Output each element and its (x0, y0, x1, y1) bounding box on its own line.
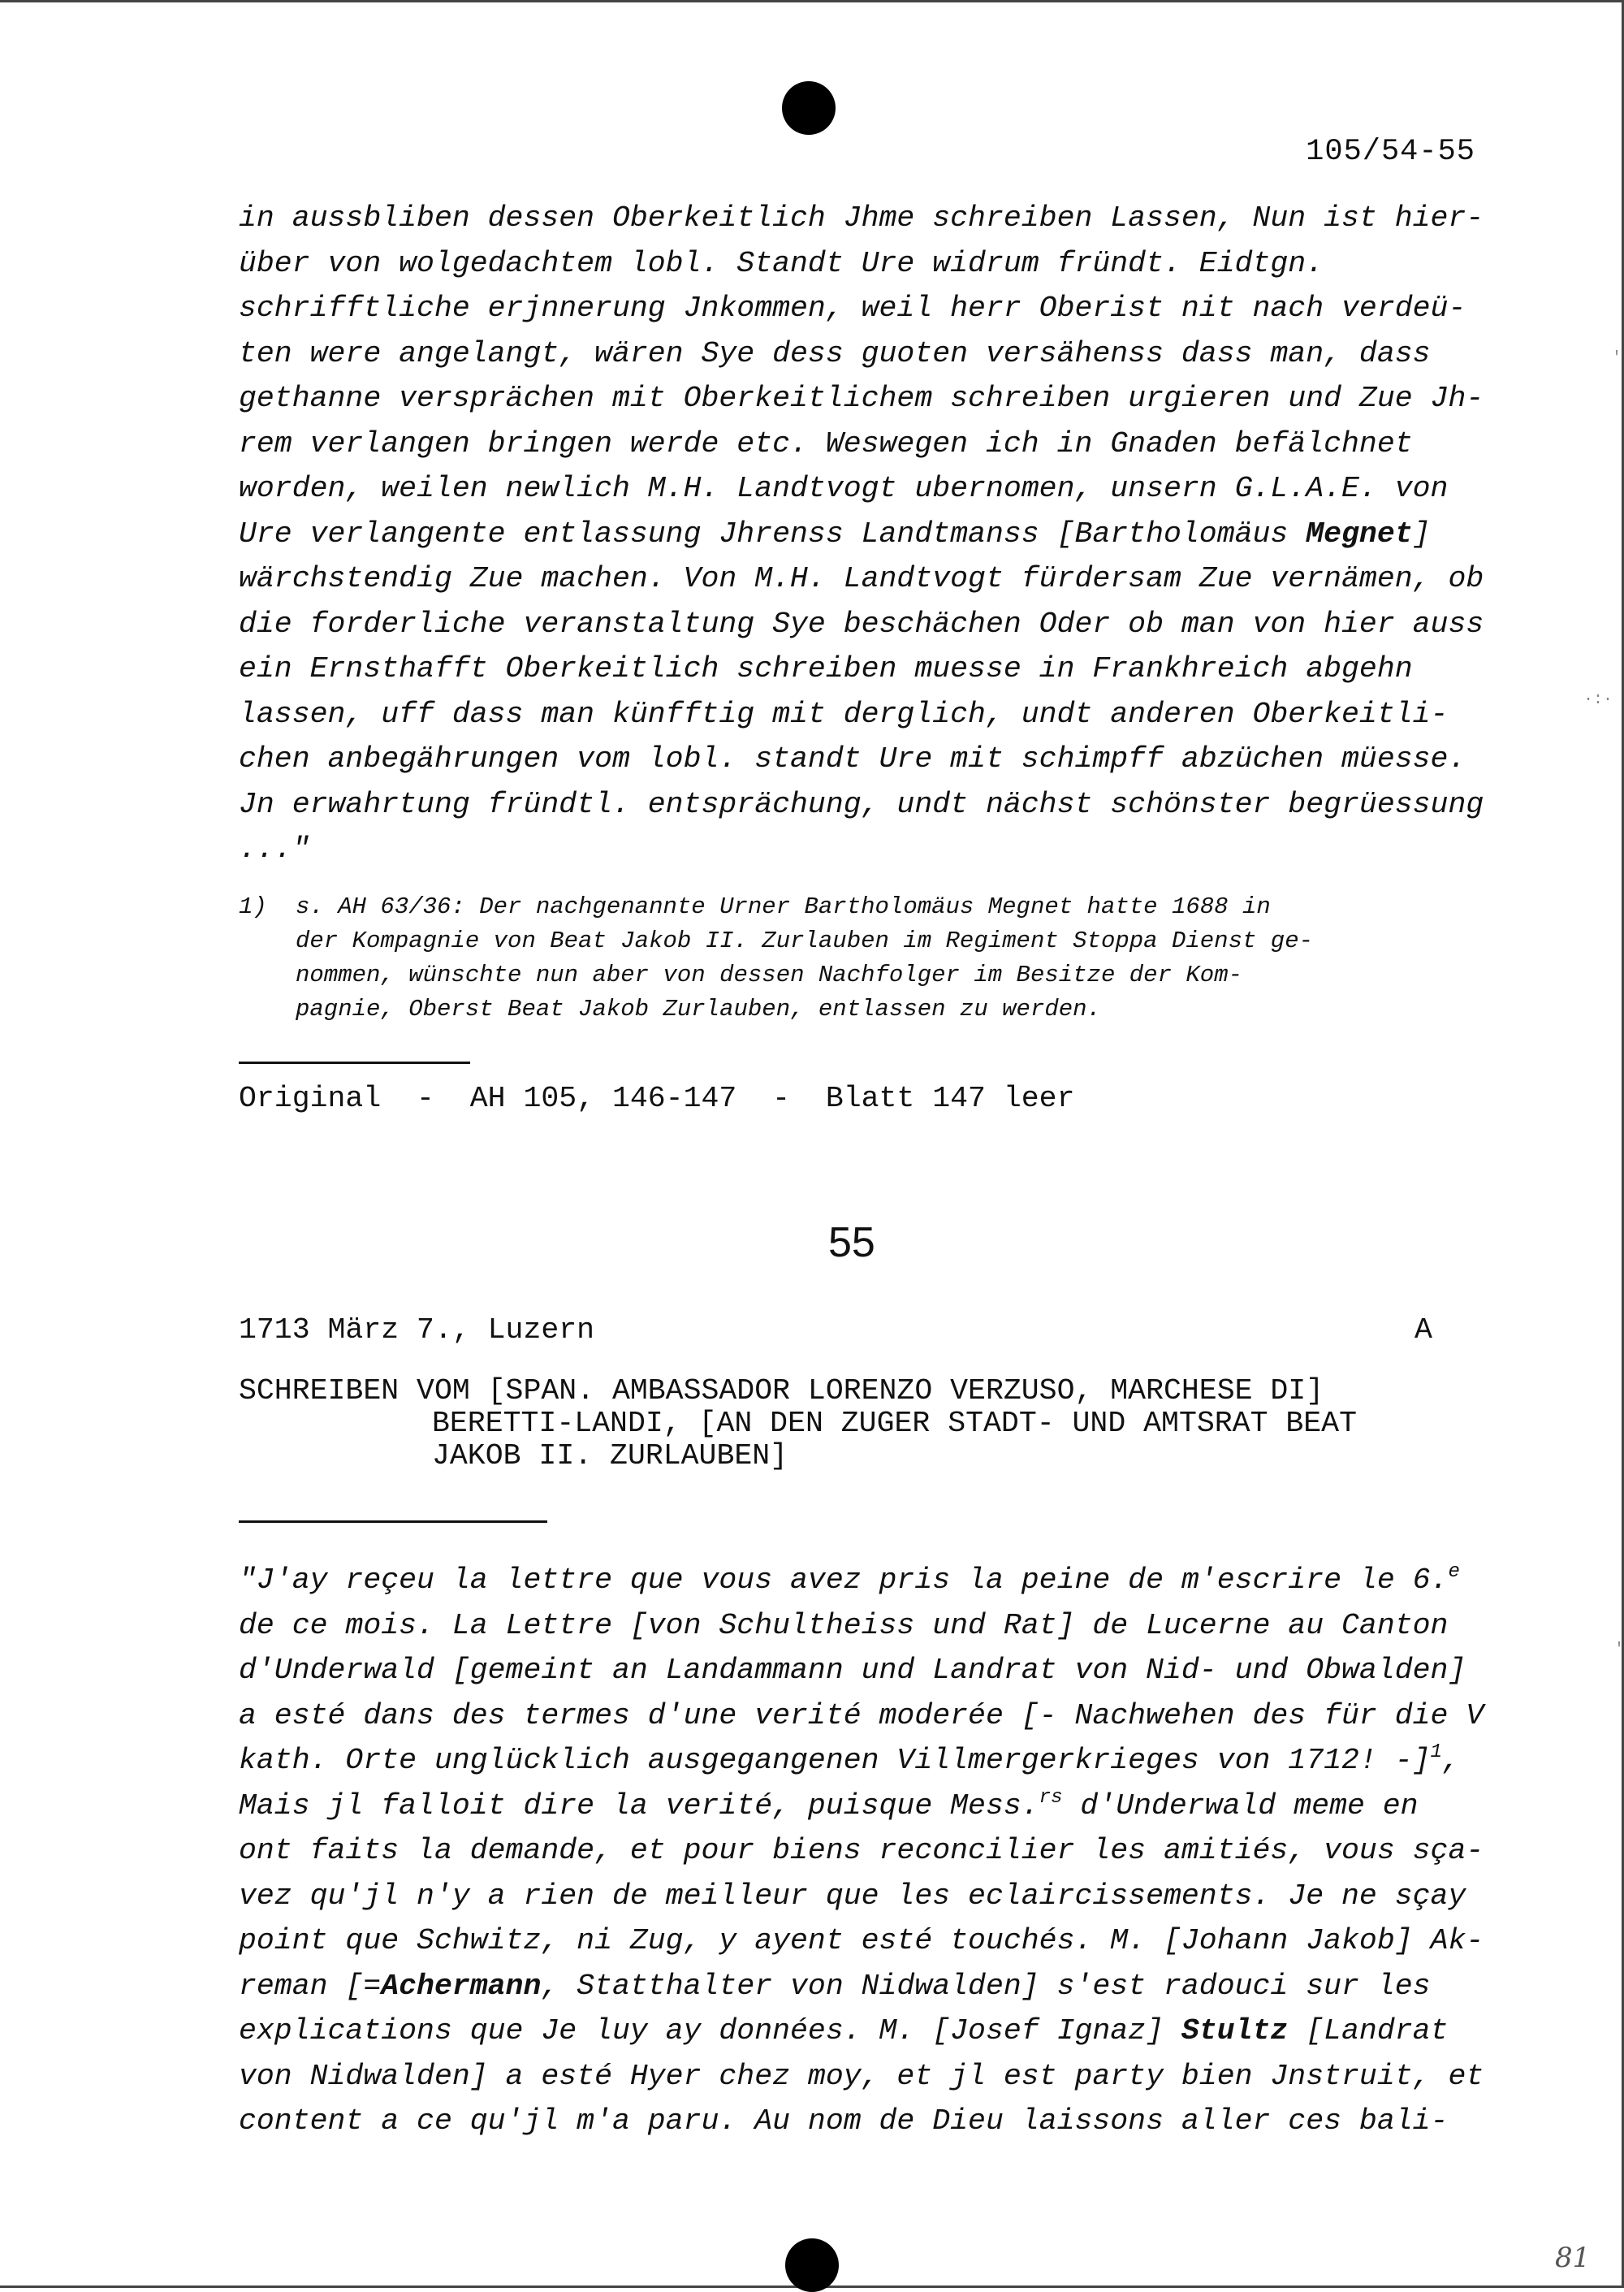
letter-body-continued (239, 196, 1484, 872)
text-line: chen anbegährungen vom lobl. standt Ure mit schimpff abzüchen müesse. (239, 742, 1466, 776)
superscript: e (1448, 1561, 1460, 1583)
text-line: rem verlangen bringen werde etc. Weswegen ich in Gnaden befälchnet (239, 426, 1413, 461)
text-segment: ] (1412, 517, 1431, 551)
text-segment: explications que Je luy ay données. M. [Josef Ignaz] (239, 2014, 1181, 2048)
margin-speck: ·:· (1583, 690, 1613, 709)
title-line: JAKOB II. ZURLAUBEN] (432, 1439, 788, 1473)
text-segment: Mais jl falloit dire la verité, puisque Mess. (239, 1788, 1039, 1823)
text-line (239, 1558, 1481, 1603)
bold-name: Stultz (1181, 2014, 1289, 2048)
text-line: lassen, uff dass man künfftig mit derglich, undt anderen Oberkeitli- (239, 697, 1449, 731)
text-line (239, 1784, 1481, 1829)
margin-speck: ' (1612, 349, 1622, 368)
document-title (239, 1375, 1357, 1473)
text-line: ..." (239, 832, 310, 866)
document-number: 55 (828, 1219, 875, 1266)
text-line: d'Underwald [gemeint an Landammann und Landrat von Nid- und Obwalden] (239, 1654, 1466, 1687)
margin-speck: ' (1614, 1641, 1624, 1659)
text-line: von Nidwalden] a esté Hyer chez moy, et jl est party bien Jnstruit, et (239, 2059, 1484, 2093)
title-line: SCHREIBEN VOM [SPAN. AMBASSADOR LORENZO VERZUSO, MARCHESE DI] (239, 1374, 1324, 1408)
text-line: worden, weilen newlich M.H. Landtvogt ubernomen, unsern G.L.A.E. von (239, 472, 1449, 505)
text-line: point que Schwitz, ni Zug, y ayent esté touchés. M. [Johann Jakob] Ak- (239, 1924, 1484, 1957)
document-reference: 105/54-55 (1306, 135, 1475, 169)
footnote-line: s. AH 63/36: Der nachgenannte Urner Bartholomäus Megnet hatte 1688 in (296, 893, 1271, 920)
bold-name: Achermann (381, 1969, 542, 2003)
footnote-ref: 1 (1430, 1741, 1442, 1763)
footnote-text (296, 890, 1313, 1027)
footnote-line: der Kompagnie von Beat Jakob II. Zurlauben im Regiment Stoppa Dienst ge- (296, 928, 1314, 954)
title-line: BERETTI-LANDI, [AN DEN ZUGER STADT- UND AMTSRAT BEAT (432, 1407, 1357, 1440)
text-line: content a ce qu'jl m'a paru. Au nom de Dieu laissons aller ces bali- (239, 2104, 1449, 2138)
text-segment: [Landrat (1288, 2014, 1449, 2048)
source-note: Original - AH 105, 146-147 - Blatt 147 leer (239, 1082, 1075, 1115)
text-line (239, 2009, 1481, 2054)
footnote-line: pagnie, Oberst Beat Jakob Zurlauben, entlassen zu werden. (296, 996, 1101, 1023)
text-segment: reman [= (239, 1969, 382, 2003)
text-segment: "J'ay reçeu la lettre que vous avez pris la peine de m'escrire le 6. (239, 1563, 1449, 1597)
divider (239, 1062, 470, 1064)
text-line: ein Ernsthafft Oberkeitlich schreiben muesse in Frankhreich abgehn (239, 652, 1413, 685)
footnote-line: nommen, wünschte nun aber von dessen Nachfolger im Besitze der Kom- (296, 962, 1242, 988)
text-segment: Ure verlangente entlassung Jhrenss Landtmanss [Bartholomäus (239, 517, 1307, 551)
text-line: de ce mois. La Lettre [von Schultheiss und Rat] de Lucerne au Canton (239, 1608, 1449, 1642)
text-line: Jn erwahrtung fründtl. entsprächung, undt nächst schönster begrüessung (239, 787, 1484, 821)
text-line: vez qu'jl n'y a rien de meilleur que les eclaircissements. Je ne sçay (239, 1879, 1466, 1913)
text-segment: , Statthalter von Nidwalden] s'est radouci sur les (541, 1969, 1431, 2003)
text-line: a esté dans des termes d'une verité moderée [- Nachwehen des für die V (239, 1698, 1484, 1732)
text-line (239, 1964, 1481, 2009)
letter-body (239, 1558, 1484, 2144)
text-line (239, 1738, 1481, 1784)
letter-code: A (1415, 1313, 1432, 1347)
text-segment: d'Underwald meme en (1062, 1788, 1419, 1823)
superscript: rs (1039, 1786, 1063, 1809)
bold-name: Megnet (1306, 517, 1413, 551)
text-line: die forderliche veranstaltung Sye beschächen Oder ob man von hier auss (239, 607, 1484, 641)
text-line: ten were angelangt, wären Sye dess guoten versähenss dass man, dass (239, 336, 1431, 370)
text-line: wärchstendig Zue machen. Von M.H. Landtvogt fürdersam Zue vernämen, ob (239, 562, 1484, 595)
text-segment: kath. Orte unglücklich ausgegangenen Villmergerkrieges von 1712! -] (239, 1744, 1431, 1777)
page-edge-top (0, 0, 1624, 2)
date-place: 1713 März 7., Luzern (239, 1313, 595, 1347)
text-line: gethanne versprächen mit Oberkeitlichem schreiben urgieren und Zue Jh- (239, 382, 1484, 415)
handwritten-page-number: 81 (1555, 2242, 1591, 2274)
divider (239, 1520, 547, 1523)
punch-hole-bottom (785, 2238, 839, 2292)
text-line: in aussbliben dessen Oberkeitlich Jhme schreiben Lassen, Nun ist hier- (239, 201, 1484, 235)
footnote-number: 1) (239, 893, 267, 920)
text-line (239, 512, 1481, 557)
text-line: ont faits la demande, et pour biens reconcilier les amitiés, vous sça- (239, 1834, 1484, 1867)
text-line: schrifftliche erjnnerung Jnkommen, weil herr Oberist nit nach verdeü- (239, 292, 1466, 325)
punch-hole-top (782, 81, 836, 135)
text-line: über von wolgedachtem lobl. Standt Ure widrum fründt. Eidtgn. (239, 246, 1324, 280)
text-segment: , (1441, 1744, 1460, 1777)
